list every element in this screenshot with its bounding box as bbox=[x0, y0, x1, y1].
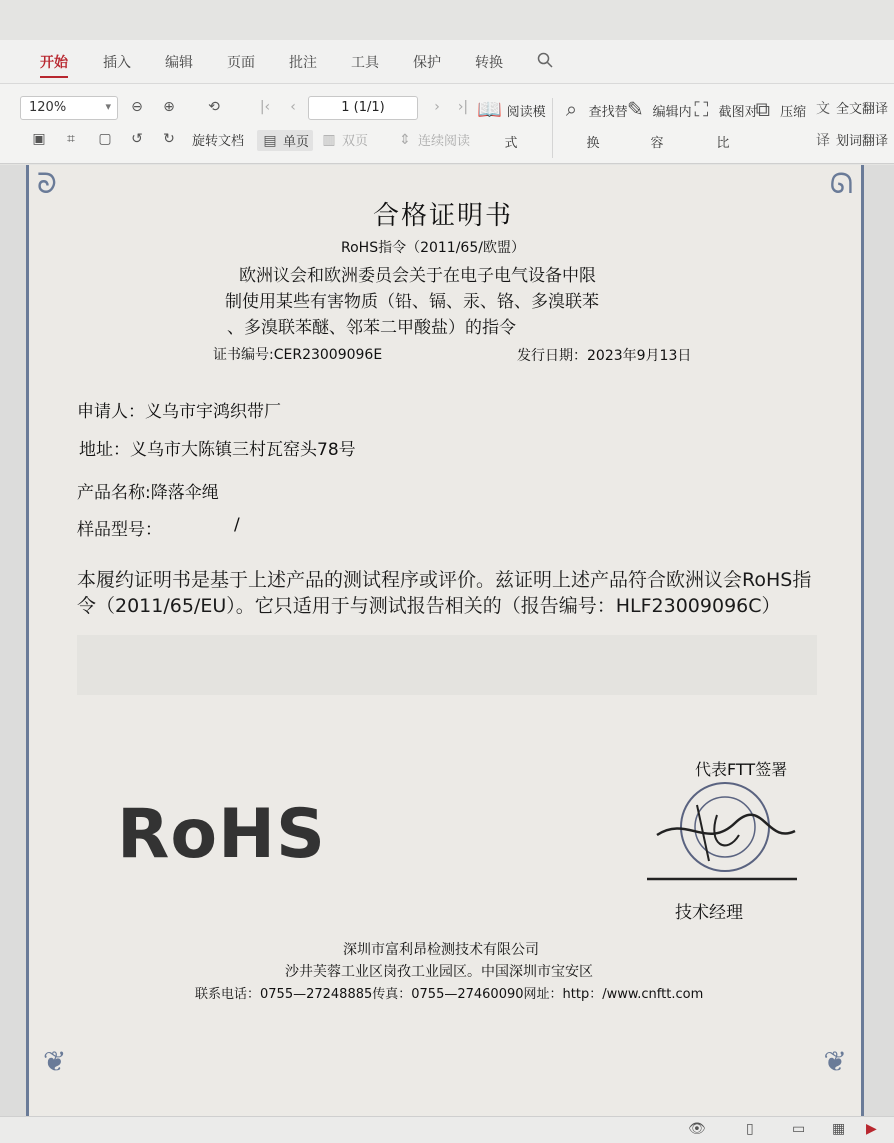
rotate-right-icon[interactable]: ↻ bbox=[163, 131, 175, 147]
frame-icon[interactable]: ▢ bbox=[98, 131, 112, 147]
certificate-page bbox=[26, 165, 864, 1120]
single-page-label: 单页 bbox=[283, 135, 310, 150]
status-bar bbox=[0, 1116, 894, 1143]
find-replace-label: 查找替换 bbox=[586, 105, 628, 151]
description-line-1: 欧洲议会和欧洲委员会关于在电子电气设备中限 bbox=[239, 266, 596, 286]
description-line-2: 制使用某些有害物质（铅、镉、汞、铬、多溴联苯 bbox=[225, 292, 599, 312]
company-seal bbox=[647, 775, 797, 885]
menu-bar bbox=[0, 40, 894, 84]
ribbon-toolbar bbox=[0, 84, 894, 164]
signatory-title: 技术经理 bbox=[675, 903, 743, 923]
read-mode-label: 阅读模式 bbox=[504, 105, 546, 151]
crop-icon[interactable]: ⌗ bbox=[67, 131, 75, 147]
signatory-for: 代表FTT签署 bbox=[695, 760, 788, 779]
ornament-icon: ᘏ bbox=[829, 167, 853, 200]
double-page-label: 双页 bbox=[342, 134, 369, 149]
prev-page-icon[interactable]: ‹ bbox=[290, 99, 296, 115]
read-mode-button[interactable] bbox=[476, 96, 546, 151]
directive-subtitle: RoHS指令（2011/65/欧盟） bbox=[341, 240, 525, 256]
full-translate-button[interactable] bbox=[814, 98, 888, 117]
ornament-icon: ᘐ bbox=[37, 167, 57, 200]
rotate-icon[interactable]: ⟲ bbox=[208, 99, 220, 115]
menu-tab-convert[interactable]: 转换 bbox=[475, 55, 503, 71]
fit-icon[interactable]: ▣ bbox=[32, 131, 46, 147]
sample-model-value: / bbox=[234, 515, 240, 535]
menu-tab-edit[interactable]: 编辑 bbox=[165, 55, 193, 71]
description-line-3: 、多溴联苯醚、邻苯二甲酸盐）的指令 bbox=[227, 318, 516, 338]
screenshot-icon: ⛶ bbox=[694, 97, 709, 121]
certificate-title: 合格证明书 bbox=[373, 201, 514, 231]
zoom-select[interactable] bbox=[20, 96, 118, 120]
issue-date: 发行日期：2023年9月13日 bbox=[517, 348, 692, 364]
page-indicator-input[interactable]: 1 (1/1) bbox=[308, 96, 418, 120]
conformity-statement: 本履约证明书是基于上述产品的测试程序或评价。兹证明上述产品符合欧洲议会RoHS指令（2011/65/EU）。它只适用于与测试报告相关的（报告编号：HLF23009096C） bbox=[77, 569, 812, 617]
footer-contact: 联系电话：0755—27248885传真：0755—27460090网址：http：/www.cnftt.com bbox=[195, 987, 704, 1002]
book-icon: 📖 bbox=[476, 97, 502, 121]
product-name: 产品名称:降落伞绳 bbox=[77, 483, 219, 503]
edit-content-button[interactable] bbox=[622, 96, 692, 151]
word-translate-label: 划词翻译 bbox=[836, 134, 889, 149]
eye-icon[interactable]: 👁 bbox=[688, 1121, 706, 1137]
chevron-down-icon: ▾ bbox=[105, 100, 111, 113]
next-page-icon[interactable]: › bbox=[434, 99, 440, 115]
zoom-in-icon[interactable]: ⊕ bbox=[163, 99, 175, 115]
single-page-button[interactable]: ▤ 单页 bbox=[257, 130, 313, 151]
double-view-icon[interactable]: ▭ bbox=[792, 1121, 806, 1137]
compress-label: 压缩 bbox=[780, 105, 807, 120]
word-translate-button[interactable] bbox=[814, 130, 888, 149]
footer-company: 深圳市富利昂检测技术有限公司 bbox=[343, 942, 539, 958]
rohs-logo: RoHS bbox=[117, 795, 326, 874]
rotate-left-icon[interactable]: ↺ bbox=[131, 131, 143, 147]
zoom-value: 120% bbox=[29, 100, 67, 115]
sample-model-label: 样品型号： bbox=[77, 520, 162, 540]
single-view-icon[interactable]: ▯ bbox=[746, 1121, 754, 1137]
continuous-read-button[interactable]: ⇕ 连续阅读 bbox=[399, 131, 471, 149]
first-page-icon[interactable]: |‹ bbox=[259, 99, 271, 115]
ornament-icon: ❦ bbox=[823, 1045, 847, 1078]
translate-icon: 译 bbox=[816, 132, 830, 149]
menu-tab-page[interactable]: 页面 bbox=[227, 55, 255, 71]
menu-tab-start[interactable]: 开始 bbox=[40, 52, 68, 78]
continuous-read-label: 连续阅读 bbox=[418, 134, 471, 149]
grid-view-icon[interactable]: ▦ bbox=[832, 1121, 846, 1137]
menu-tab-insert[interactable]: 插入 bbox=[103, 55, 131, 71]
menu-tab-annotate[interactable]: 批注 bbox=[289, 55, 317, 71]
menu-tab-tools[interactable]: 工具 bbox=[351, 55, 379, 71]
applicant: 申请人：义乌市宇鸿织带厂 bbox=[77, 402, 281, 422]
find-replace-button[interactable] bbox=[558, 96, 628, 151]
translate-icon: 文 bbox=[816, 100, 830, 117]
last-page-icon[interactable]: ›| bbox=[457, 99, 469, 115]
play-icon[interactable]: ▶ bbox=[866, 1121, 877, 1137]
edit-icon: ✎ bbox=[627, 97, 644, 121]
search-icon[interactable] bbox=[537, 52, 553, 72]
statement-highlight bbox=[77, 635, 817, 695]
certificate-number: 证书编号:CER23009096E bbox=[213, 347, 383, 363]
screenshot-compare-label: 截图对比 bbox=[716, 105, 758, 151]
rotate-document-button[interactable]: 旋转文档 bbox=[192, 134, 245, 149]
zoom-out-icon[interactable]: ⊖ bbox=[131, 99, 143, 115]
toolbar-divider bbox=[552, 98, 553, 158]
double-page-button[interactable]: ▥ 双页 bbox=[322, 131, 369, 149]
address: 地址：义乌市大陈镇三村瓦窑头78号 bbox=[79, 440, 356, 460]
ornament-icon: ❦ bbox=[43, 1045, 67, 1078]
footer-address: 沙井芙蓉工业区岗孜工业园区。中国深圳市宝安区 bbox=[285, 964, 593, 980]
edit-content-label: 编辑内容 bbox=[650, 105, 692, 151]
compress-icon: ⧉ bbox=[755, 97, 771, 121]
full-translate-label: 全文翻译 bbox=[836, 102, 889, 117]
menu-tab-protect[interactable]: 保护 bbox=[413, 55, 441, 71]
magnifier-icon: ⌕ bbox=[565, 97, 578, 121]
compress-button[interactable] bbox=[748, 96, 808, 132]
